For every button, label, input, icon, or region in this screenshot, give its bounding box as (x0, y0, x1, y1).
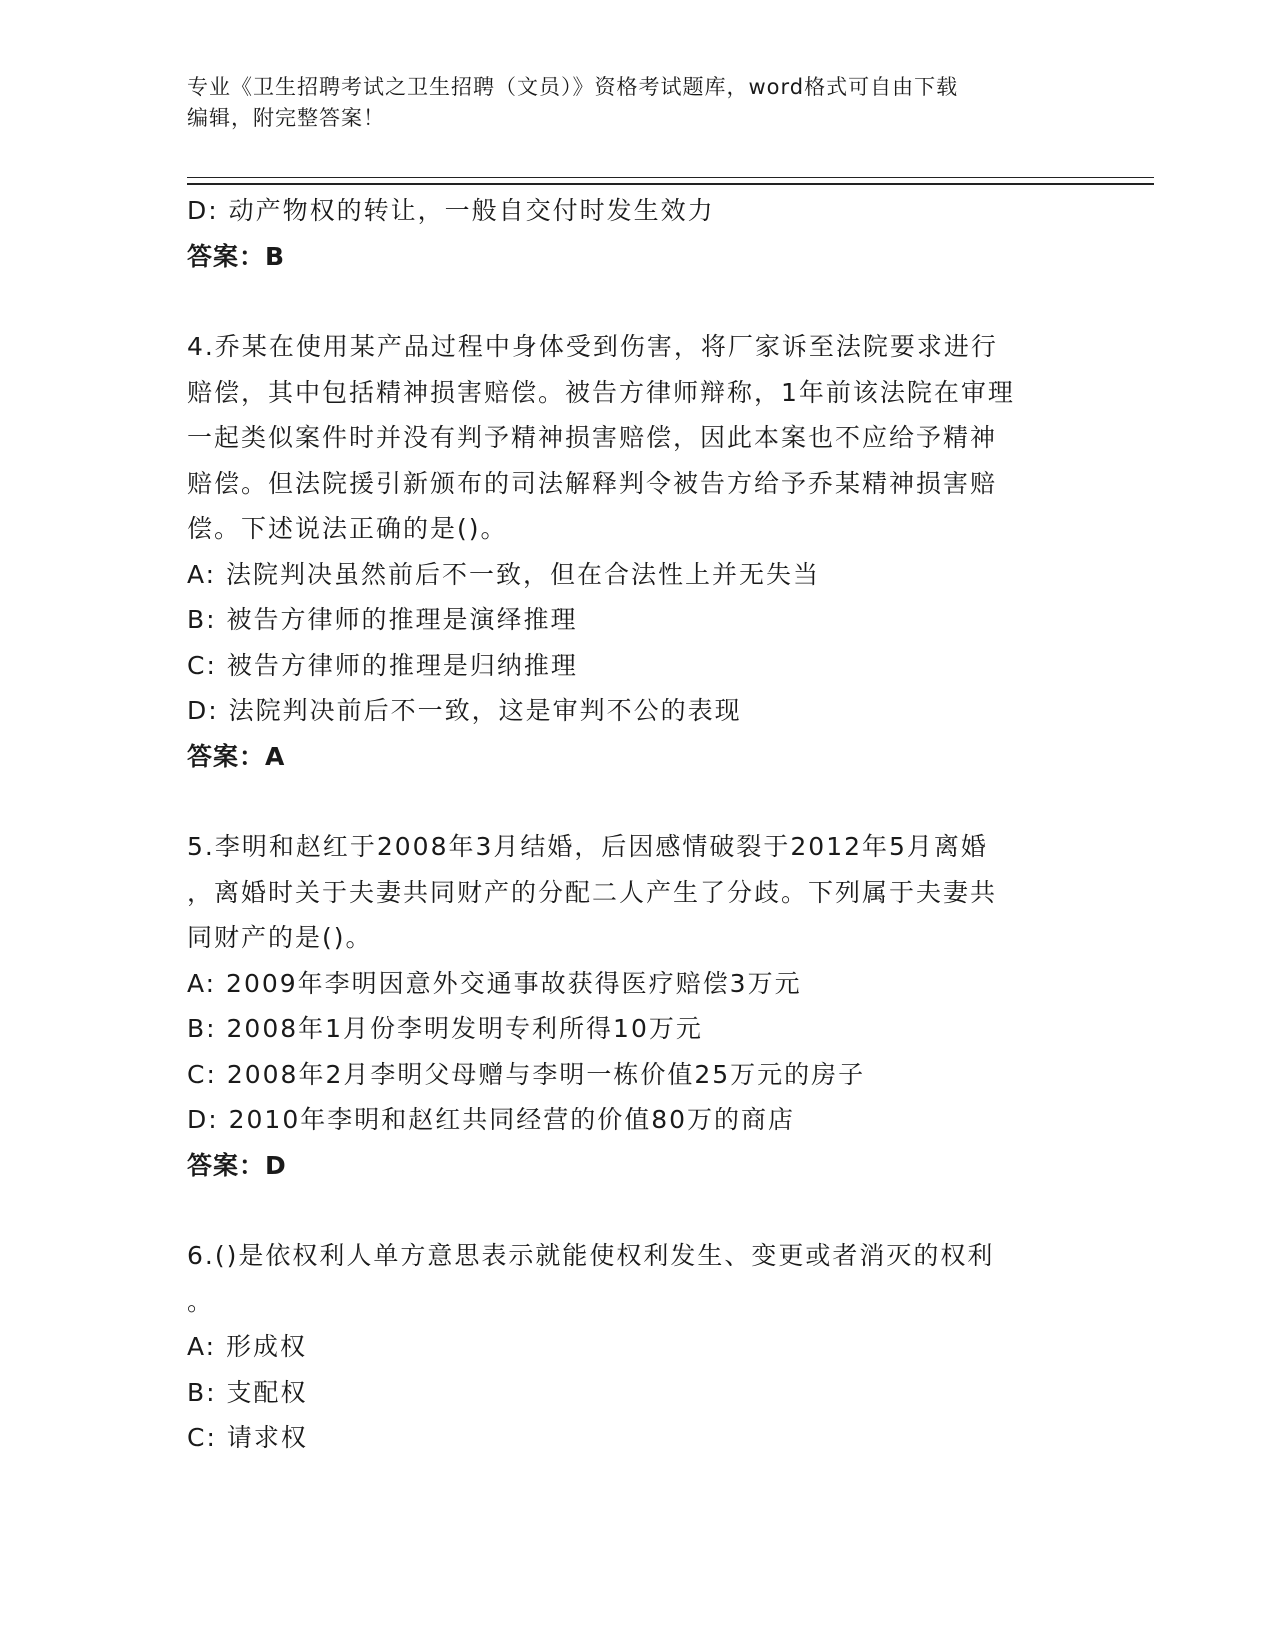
header-rule-thick (187, 183, 1154, 185)
question-3-tail (187, 188, 1087, 279)
q4-option-b: B: 被告方律师的推理是演绎推理 (187, 605, 578, 634)
header-rule-thin (187, 177, 1154, 178)
q3-option-d: D: 动产物权的转让，一般自交付时发生效力 (187, 196, 715, 225)
spacer (187, 279, 1087, 324)
spacer (187, 779, 1087, 824)
q6-option-c: C: 请求权 (187, 1423, 308, 1452)
question-5 (187, 824, 1087, 1188)
q4-option-d: D: 法院判决前后不一致，这是审判不公的表现 (187, 696, 742, 725)
header-line-1: 专业《卫生招聘考试之卫生招聘（文员）》资格考试题库，word格式可自由下载 (187, 75, 959, 99)
q4-stem-line: 偿。下述说法正确的是()。 (187, 514, 508, 543)
document-header (187, 72, 1067, 134)
question-6 (187, 1233, 1087, 1461)
q4-option-a: A: 法院判决虽然前后不一致，但在合法性上并无失当 (187, 559, 821, 589)
spacer (187, 1188, 1087, 1233)
q4-stem-line: 一起类似案件时并没有判予精神损害赔偿，因此本案也不应给予精神 (187, 423, 998, 452)
q6-stem-line: 6.()是依权利人单方意思表示就能使权利发生、变更或者消灭的权利 (187, 1241, 995, 1270)
q5-stem-line: 5.李明和赵红于2008年3月结婚，后因感情破裂于2012年5月离婚 (187, 832, 988, 861)
header-line-2: 编辑，附完整答案！ (187, 106, 385, 130)
q5-stem-line: ，离婚时关于夫妻共同财产的分配二人产生了分歧。下列属于夫妻共 (187, 877, 998, 907)
q6-option-a: A: 形成权 (187, 1332, 308, 1361)
q5-option-d: D: 2010年李明和赵红共同经营的价值80万的商店 (187, 1105, 796, 1134)
q4-answer: 答案：A (187, 741, 286, 771)
question-4 (187, 324, 1087, 779)
q5-option-a: A: 2009年李明因意外交通事故获得医疗赔偿3万元 (187, 968, 802, 998)
q5-option-b: B: 2008年1月份李明发明专利所得10万元 (187, 1014, 703, 1043)
q5-option-c: C: 2008年2月李明父母赠与李明一栋价值25万元的房子 (187, 1059, 866, 1089)
q4-stem-line: 赔偿。但法院援引新颁布的司法解释判令被告方给予乔某精神损害赔 (187, 468, 998, 498)
q4-stem-line: 赔偿，其中包括精神损害赔偿。被告方律师辩称，1年前该法院在审理 (187, 377, 1015, 407)
q6-stem-line: 。 (187, 1286, 215, 1316)
q4-option-c: C: 被告方律师的推理是归纳推理 (187, 650, 578, 680)
q6-option-b: B: 支配权 (187, 1377, 308, 1407)
q3-answer: 答案：B (187, 241, 286, 271)
q5-stem-line: 同财产的是()。 (187, 923, 373, 952)
question-content (187, 188, 1087, 1461)
q5-answer: 答案：D (187, 1150, 287, 1180)
q4-stem-line: 4.乔某在使用某产品过程中身体受到伤害，将厂家诉至法院要求进行 (187, 332, 998, 361)
